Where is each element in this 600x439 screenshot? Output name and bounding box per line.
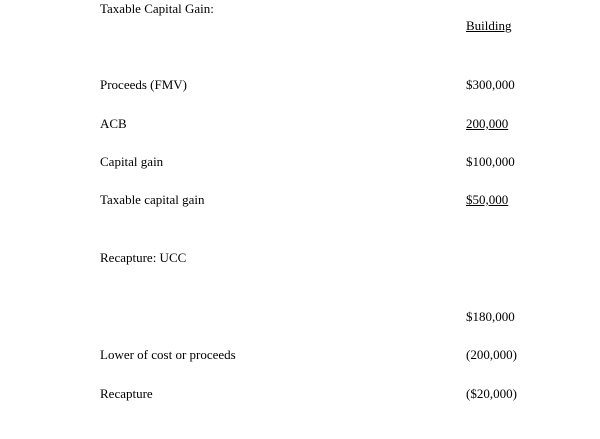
row-value-acb: 200,000 [466, 116, 509, 131]
row-value-recapture: ($20,000) [466, 386, 517, 401]
ucc-value: $180,000 [466, 309, 515, 324]
row-value-taxable-capital-gain: $50,000 [466, 192, 509, 207]
row-label-acb: ACB [100, 116, 127, 131]
row-label-capital-gain: Capital gain [100, 154, 164, 169]
row-label-taxable-capital-gain: Taxable capital gain [100, 192, 205, 207]
row-value-capital-gain: $100,000 [466, 154, 515, 169]
column-header-building: Building [466, 18, 512, 33]
row-value-proceeds: $300,000 [466, 77, 515, 92]
row-value-lower-of-cost-or-proceeds: (200,000) [466, 347, 517, 362]
row-label-proceeds: Proceeds (FMV) [100, 77, 188, 92]
row-label-lower-of-cost-or-proceeds: Lower of cost or proceeds [100, 347, 236, 362]
section-heading-taxable-capital-gain: Taxable Capital Gain: [100, 1, 214, 16]
row-label-recapture: Recapture [100, 386, 153, 401]
section-heading-recapture-ucc: Recapture: UCC [100, 250, 187, 265]
